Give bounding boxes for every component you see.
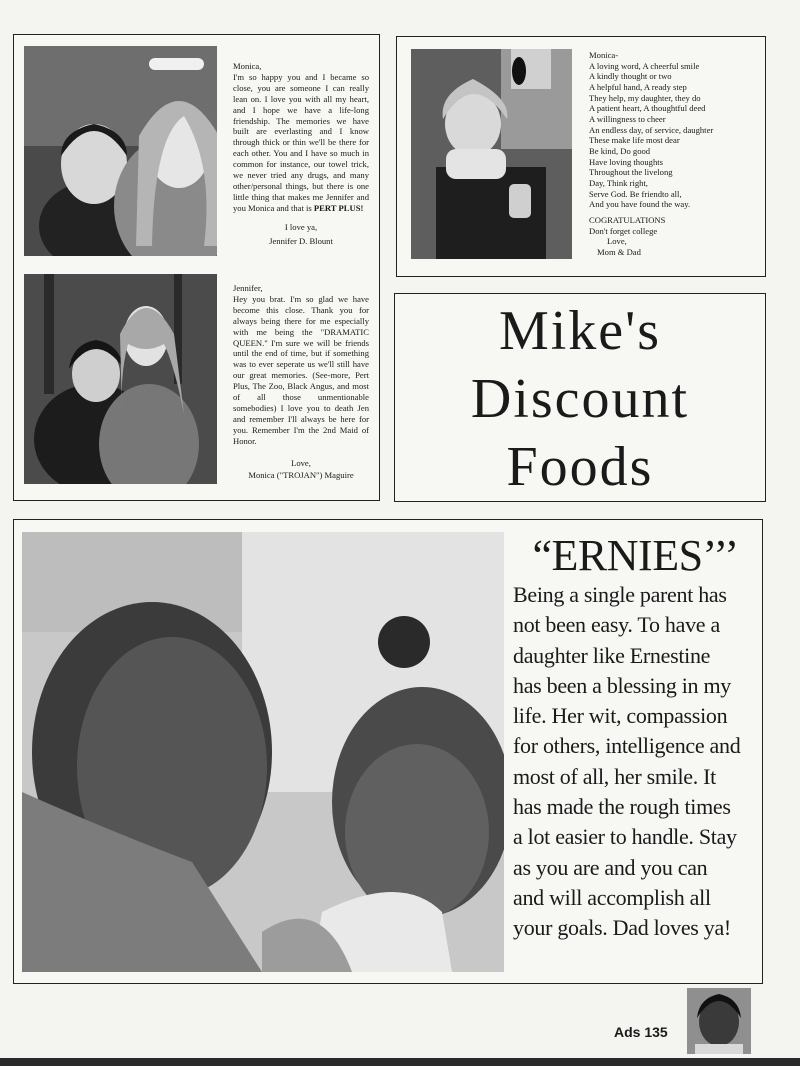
poem-congrats: COGRATULATIONS — [589, 214, 666, 225]
ernies-message-line: has made the rough times — [513, 794, 731, 820]
sponsor-ad-title — [394, 293, 766, 502]
poem-line: Throughout the livelong — [589, 167, 673, 178]
poem-line: Be kind, Do good — [589, 145, 651, 156]
poem-love: Love, — [607, 236, 627, 247]
poem-line: A loving word, A cheerful smile — [589, 60, 700, 71]
letter1-closing: I love ya, — [284, 221, 318, 232]
ernies-message-line: as you are and you can — [513, 854, 708, 880]
poem-signature: Mom & Dad — [597, 246, 641, 257]
letter2-greeting: Jennifer, — [233, 283, 263, 293]
ernies-message-line: a lot easier to handle. Stay — [513, 824, 737, 850]
friends-photo-1 — [24, 46, 217, 256]
sponsor-line-3: Foods — [506, 436, 654, 498]
poem-note: Don't forget college — [589, 225, 658, 236]
letter-to-monica — [233, 61, 369, 247]
page-bottom-edge — [0, 1058, 800, 1066]
friends-photo-2 — [24, 274, 217, 484]
ernies-message-line: most of all, her smile. It — [513, 763, 716, 789]
sponsor-line-1: Mike's — [498, 300, 662, 362]
poem-line: These make life most dear — [589, 135, 680, 146]
ernies-message — [513, 580, 758, 944]
letter1-signature: Jennifer D. Blount — [269, 235, 333, 246]
letter1-greeting: Monica, — [233, 61, 262, 71]
sponsor-line-2: Discount — [470, 368, 690, 430]
ernies-message-line: life. Her wit, compassion — [513, 703, 728, 729]
page-number: Ads 135 — [614, 1024, 668, 1040]
poem-line: They help, my daughter, they do — [589, 92, 701, 103]
letter-to-jennifer — [233, 283, 369, 480]
poem-line: Day, Think right, — [589, 177, 648, 188]
letter2-closing: Love, — [291, 457, 311, 468]
ernies-message-line: your goals. Dad loves ya! — [513, 915, 731, 941]
ernies-message-line: has been a blessing in my — [513, 672, 731, 698]
poem-line: Serve God. Be friendto all, — [589, 188, 682, 199]
letter2-signature: Monica ("TROJAN") Maguire — [248, 469, 354, 480]
poem-lines — [589, 50, 759, 210]
poem-line: And you have found the way. — [589, 199, 691, 210]
poem-line: A kindly thought or two — [589, 71, 672, 82]
ernies-message-line: for others, intelligence and — [513, 733, 741, 759]
poem-line: Have loving thoughts — [589, 156, 663, 167]
ernies-message-line: not been easy. To have a — [513, 612, 720, 638]
letter1-body — [233, 72, 369, 214]
ernies-title: “ERNIES’’’ — [532, 531, 739, 580]
letter1-emphasis: PERT PLUS! — [313, 202, 364, 213]
poem-text — [589, 50, 759, 257]
poem-line: Monica- — [589, 50, 619, 60]
ernies-message-line: daughter like Ernestine — [513, 642, 711, 668]
father-daughter-photo — [22, 532, 504, 972]
ernies-message-line: Being a single parent has — [513, 582, 727, 607]
child-photo — [411, 49, 572, 259]
poem-line: A patient heart, A thoughtful deed — [589, 103, 706, 114]
ernies-message-line: and will accomplish all — [513, 884, 711, 910]
letter1-body-text: I'm so happy you and I became so close, you are someone I can really lean on. I love you with all my heart, and I hope we have a life-long friendship. The memories we have built are everlasting and I know through thick or thin we'll be there for each other. You and I have so much in common for instance, our towel trick, we never tried any drugs, and many other/personal things, but there is one little thing that makes me Jennifer and you Monica and that is — [233, 71, 369, 213]
poem-line: A willingness to cheer — [589, 113, 666, 124]
footer-portrait-photo — [687, 988, 751, 1054]
letter2-body: Hey you brat. I'm so glad we have become this close. Thank you for always being there for me especially with me being the "DRAMATIC QUEEN." I'm sure we will be friends until the end of time, but if something was to ever seperate us we'll still have our great memories. (See-more, Pert Plus, The Zoo, Black Angus, and most of all those unmentionable somebodies) I love you to death Jen and remember I'll always be here for you. Remember I'm the 2nd Maid of Honor. — [233, 293, 369, 446]
poem-line: An endless day, of service, daughter — [589, 124, 714, 135]
ernies-text — [513, 532, 758, 944]
poem-line: A helpful hand, A ready step — [589, 81, 687, 92]
